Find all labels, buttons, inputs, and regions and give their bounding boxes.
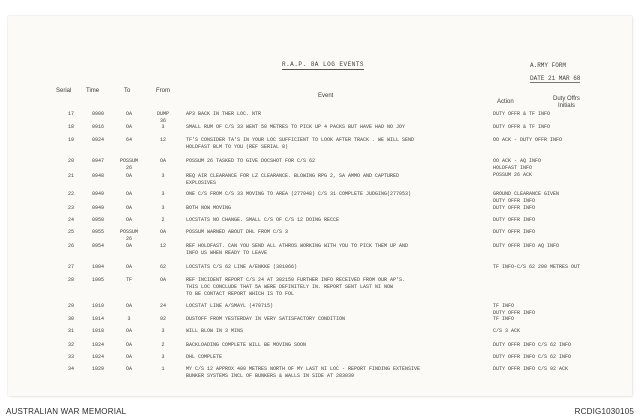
entry-serial: 26 (67, 243, 74, 249)
entry-to: POSSUM 26 (119, 158, 138, 171)
entry-event: BACKLOADING COMPLETE WILL BE MOVING SOON (186, 342, 307, 348)
header-action: Action (497, 99, 514, 105)
entry-action: DUTY OFFR INFO C/S 92 ACK (493, 366, 569, 372)
entry-from: 1 (161, 366, 165, 372)
entry-event: AP3 BACK IN THER LOC. NTR (186, 111, 262, 117)
entry-time: 0948 (91, 173, 104, 179)
entry-to: OA (125, 205, 132, 211)
entry-action: TF INFO DUTY OFFR INFO (493, 303, 536, 316)
entry-event: REF HOLDFAST. CAN YOU SEND ALL ATHROS WORKING WITH YOU TO PICK THEM UP AND INFO US WHEN READY TO LEAVE (186, 243, 409, 256)
entry-from: 24 (159, 303, 166, 309)
entry-action: OO ACK - AQ INFO HOLDFAST INFO POSSUM 26 ACK (493, 158, 542, 178)
entry-to: OA (125, 354, 132, 360)
entry-action: C/S 3 ACK (493, 328, 521, 334)
entry-time: 0900 (91, 111, 104, 117)
entry-to: OA (125, 366, 132, 372)
entry-event: REQ AIR CLEARANCE FOR LZ CLEARANCE. BLOWING RPG 2, SA AMMO AND CAPTURED EXPLOSIVES (186, 173, 400, 186)
entry-serial: 23 (67, 205, 74, 211)
entry-to: 64 (125, 137, 132, 143)
entry-from: 3 (161, 173, 165, 179)
entry-from: 3 (161, 191, 165, 197)
entry-from: 3 (161, 124, 165, 130)
entry-from: 92 (159, 316, 166, 322)
entry-to: OA (125, 243, 132, 249)
entry-time: 0947 (91, 158, 104, 164)
entry-action: DUTY OFFR INFO (493, 205, 536, 211)
entry-action: DUTY OFFR INFO (493, 217, 536, 223)
entry-time: 1018 (91, 328, 104, 334)
entry-action: DUTY OFFR INFO AQ INFO (493, 243, 560, 249)
entry-from: 2 (161, 217, 165, 223)
entry-event: LOCSTATS C/S 62 LINE A/ENKKE (301066) (186, 264, 298, 270)
entry-event: BOTH NOW MOVING (186, 205, 232, 211)
entry-serial: 30 (67, 316, 74, 322)
entry-event: DUSTOFF FROM YESTERDAY IN VERY SATISFACTORY CONDITION (186, 316, 346, 322)
entry-event: ONE C/S FROM C/S 33 MOVING TO AREA (277048) C/S 31 COMPLETE JUDGING(277053) (186, 191, 412, 197)
entry-serial: 33 (67, 354, 74, 360)
entry-from: 2 (161, 342, 165, 348)
entry-event: LOCSTAT LINE A/SMAYL (470715) (186, 303, 274, 309)
entry-from: OA (159, 277, 166, 283)
entry-action: DUTY OFFR INFO C/S 62 INFO (493, 342, 572, 348)
entry-time: 0924 (91, 137, 104, 143)
entry-time: 0949 (91, 205, 104, 211)
entry-event: DHL COMPLETE (186, 354, 223, 360)
entry-from: DUMP 36 (156, 111, 169, 124)
entry-from: 62 (159, 264, 166, 270)
entry-to: POSSUM 26 (119, 229, 138, 242)
entry-from: 12 (159, 137, 166, 143)
entry-to: OA (125, 191, 132, 197)
entry-time: 1029 (91, 366, 104, 372)
entry-to: OA (125, 342, 132, 348)
entry-action: DUTY OFFR INFO C/S 62 INFO (493, 354, 572, 360)
entry-event: REF INCIDENT REPORT C/S 24 AT 302150 FURTHER INFO RECEIVED FROM OUR AP'S. THIS LOC CONCLUDE THAT 5A WERE DEFINITELY IN. REPORT SENT LAST NI NOW TO BE CONTACT REPORT WHICH IS TO FOL (186, 277, 406, 297)
entry-serial: 20 (67, 158, 74, 164)
header-serial: Serial (56, 88, 72, 94)
entry-time: 0950 (91, 217, 104, 223)
entry-action: DUTY OFFR & TF INFO (493, 111, 551, 117)
entry-time: 1005 (91, 277, 104, 283)
header-to: To (124, 88, 131, 94)
entry-serial: 31 (67, 328, 74, 334)
entry-serial: 28 (67, 277, 74, 283)
entry-to: OA (125, 264, 132, 270)
entry-time: 1010 (91, 303, 104, 309)
document-title: R.A.P. 8A LOG EVENTS (281, 61, 364, 68)
entry-action: TF INFO (493, 316, 515, 322)
archive-reference: RCDIG1030105 (574, 407, 634, 416)
entry-from: 12 (159, 243, 166, 249)
entry-serial: 17 (67, 111, 74, 117)
header-time: Time (86, 88, 100, 94)
entry-event: LOCSTATS NO CHANGE. SMALL C/S OF C/S 12 DOING RECCE (186, 217, 340, 223)
column-headers (8, 82, 632, 110)
entry-serial: 19 (67, 137, 74, 143)
entry-time: 1014 (91, 316, 104, 322)
entry-to: 3 (127, 316, 131, 322)
entry-to: OA (125, 173, 132, 179)
entry-time: 0954 (91, 243, 104, 249)
entry-action: OO ACK - DUTY OFFR INFO (493, 137, 563, 143)
entry-serial: 29 (67, 303, 74, 309)
form-reference: A.RMY FORM (530, 62, 567, 69)
entry-to: OA (125, 111, 132, 117)
entry-time: 0916 (91, 124, 104, 130)
entry-action: DUTY OFFR INFO (493, 229, 536, 235)
entry-event: TF'S CONSIDER TA'S IN YOUR LOC SUFFICIENT TO LOOK AFTER TRACK . WE WILL SEND HOLDFAST BLM TO YOU (REF SERIAL 8) (186, 137, 415, 150)
entry-time: 0955 (91, 229, 104, 235)
entry-time: 1024 (91, 354, 104, 360)
entry-from: 3 (161, 328, 165, 334)
entry-from: OA (159, 229, 166, 235)
entry-from: OA (159, 158, 166, 164)
entry-action: GROUND CLEARANCE GIVEN DUTY OFFR INFO (493, 191, 560, 204)
entry-event: POSSUM WARNED ABOUT DHL FROM C/S 3 (186, 229, 289, 235)
entry-to: OA (125, 217, 132, 223)
entry-time: 0949 (91, 191, 104, 197)
entry-serial: 27 (67, 264, 74, 270)
entry-serial: 24 (67, 217, 74, 223)
archive-credit: AUSTRALIAN WAR MEMORIAL (6, 407, 127, 416)
entry-event: MY C/S 12 APPROX 400 METRES NORTH OF MY LAST NI LOC - REPORT FINDING EXTENSIVE BUNKER SYSTEMS INCL OF BUNKERS & WALLS IN SIDE AT 283039 (186, 366, 421, 379)
entry-from: 3 (161, 205, 165, 211)
entry-to: OA (125, 303, 132, 309)
header-duty-offrs: Duty Offrs Initials (553, 96, 580, 109)
header-from: From (156, 88, 170, 94)
entry-serial: 32 (67, 342, 74, 348)
entry-serial: 34 (67, 366, 74, 372)
entry-to: TF (125, 277, 132, 283)
entry-serial: 18 (67, 124, 74, 130)
entry-from: 3 (161, 354, 165, 360)
log-date: DATE 21 MAR 68 (530, 75, 581, 82)
entry-event: SMALL RUM OF C/S 33 WENT 50 METRES TO PICK UP 4 PACKS BUT HAVE HAD NO JOY (186, 124, 406, 130)
document-page (8, 16, 632, 396)
header-event: Event (318, 93, 334, 99)
entry-serial: 22 (67, 191, 74, 197)
entry-time: 1024 (91, 342, 104, 348)
entry-event: POSSUM 26 TASKED TO GIVE DOCSHOT FOR C/S 62 (186, 158, 316, 164)
entry-event: WILL BLOW IN 3 MINS (186, 328, 244, 334)
entry-to: OA (125, 328, 132, 334)
entry-action: TF INFO-C/S 62 200 METRES OUT (493, 264, 581, 270)
entry-time: 1004 (91, 264, 104, 270)
entry-serial: 21 (67, 173, 74, 179)
entry-serial: 25 (67, 229, 74, 235)
entry-to: OA (125, 124, 132, 130)
entry-action: DUTY OFFR & TF INFO (493, 124, 551, 130)
